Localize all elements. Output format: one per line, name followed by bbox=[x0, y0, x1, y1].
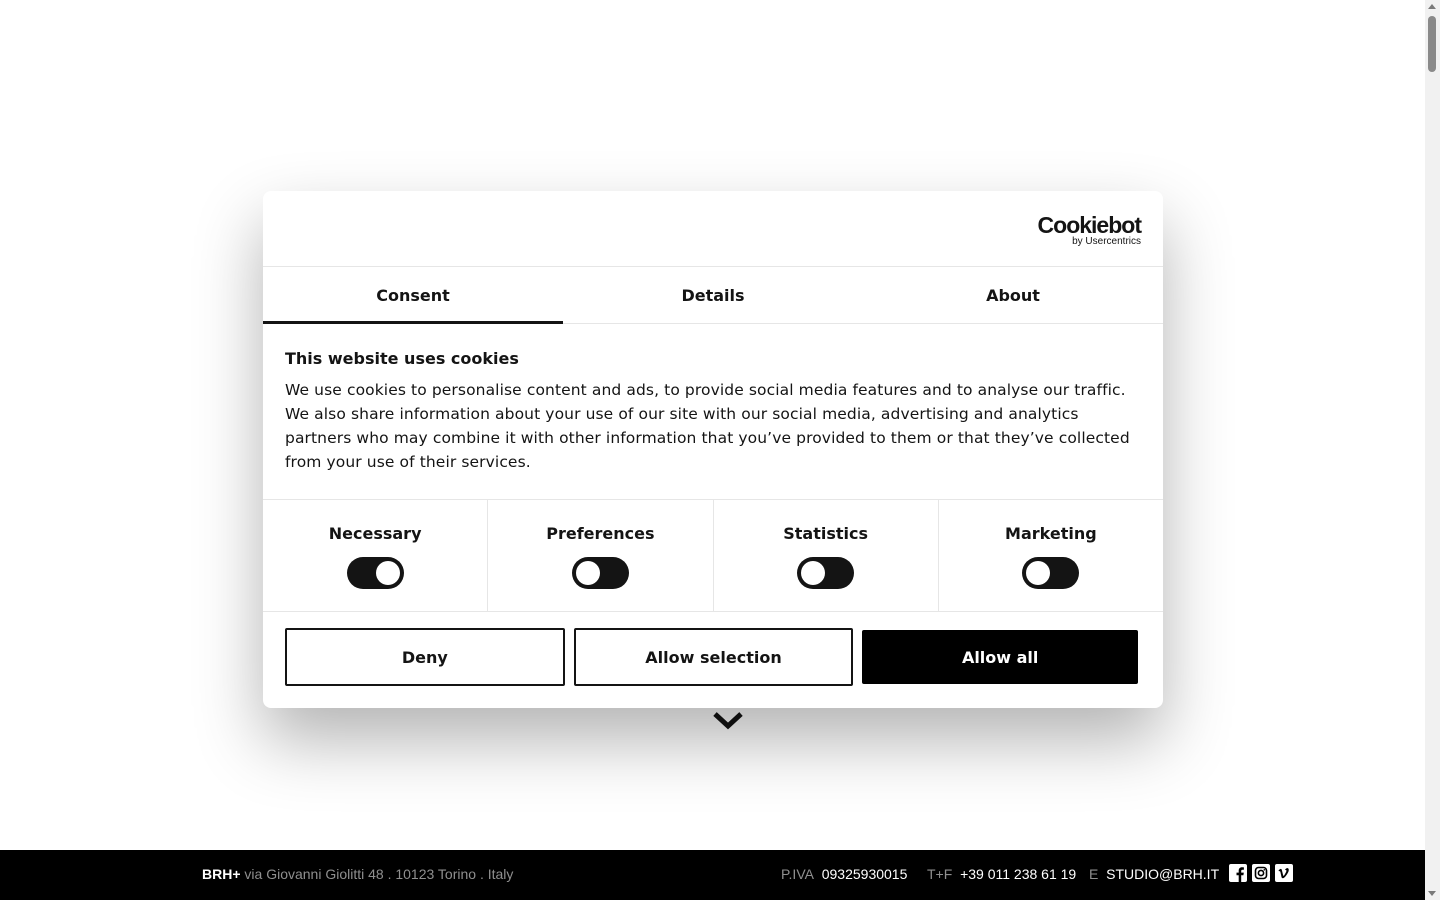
cookiebot-logo[interactable] bbox=[1038, 213, 1141, 248]
consent-actions bbox=[263, 612, 1163, 686]
instagram-icon[interactable] bbox=[1252, 864, 1270, 882]
toggle-statistics-switch[interactable] bbox=[797, 557, 854, 589]
tab-about[interactable]: About bbox=[986, 285, 1040, 305]
consent-toggles bbox=[263, 499, 1163, 612]
scrollbar-thumb[interactable] bbox=[1428, 16, 1436, 72]
cookiebot-logo-name: Cookiebot bbox=[1037, 212, 1141, 238]
consent-body bbox=[263, 324, 1163, 499]
footer-address-text: via Giovanni Giolitti 48 . 10123 Torino . Italy bbox=[240, 866, 514, 882]
toggle-marketing-switch[interactable] bbox=[1022, 557, 1079, 589]
allow-all-button[interactable]: Allow all bbox=[862, 630, 1138, 684]
footer-address bbox=[202, 866, 513, 882]
toggle-preferences-switch[interactable] bbox=[572, 557, 629, 589]
consent-text: We use cookies to personalise content and ads, to provide social media features and to analyse our traffic. We also share information about your use of our site with our social media, advertising and analytics partners who may combine it with other information that you’ve provided to them or that they’ve collected from your use of their services. bbox=[285, 381, 1130, 471]
footer-brand: BRH+ bbox=[202, 866, 241, 882]
scroll-down-chevron-icon[interactable] bbox=[712, 708, 744, 732]
footer-phone-value[interactable]: +39 011 238 61 19 bbox=[960, 866, 1077, 882]
toggle-knob bbox=[1026, 561, 1050, 585]
deny-button[interactable]: Deny bbox=[285, 628, 565, 686]
dialog-header bbox=[263, 191, 1163, 267]
footer-piva bbox=[781, 866, 907, 882]
scroll-down-arrow-icon[interactable] bbox=[1428, 891, 1436, 896]
toggle-marketing-group bbox=[939, 500, 1163, 611]
scroll-up-arrow-icon[interactable] bbox=[1428, 4, 1436, 9]
toggle-statistics-label: Statistics bbox=[783, 524, 868, 543]
tab-details[interactable]: Details bbox=[681, 285, 745, 305]
footer-email bbox=[1089, 866, 1219, 882]
consent-title: This website uses cookies bbox=[285, 349, 519, 368]
cookiebot-logo-sub: by Usercentrics bbox=[1072, 236, 1141, 247]
vimeo-icon[interactable] bbox=[1275, 864, 1293, 882]
toggle-preferences-label: Preferences bbox=[546, 524, 655, 543]
toggle-knob bbox=[376, 561, 400, 585]
toggle-preferences-group bbox=[488, 500, 713, 611]
toggle-necessary-switch[interactable] bbox=[347, 557, 404, 589]
footer-piva-label: P.IVA bbox=[781, 866, 814, 882]
allow-selection-button[interactable]: Allow selection bbox=[574, 628, 854, 686]
toggle-necessary-group bbox=[263, 500, 488, 611]
page-scrollbar[interactable] bbox=[1425, 0, 1440, 900]
toggle-marketing-label: Marketing bbox=[1005, 524, 1097, 543]
facebook-icon[interactable] bbox=[1229, 864, 1247, 882]
toggle-knob bbox=[576, 561, 600, 585]
footer-email-link[interactable]: STUDIO@BRH.IT bbox=[1106, 866, 1220, 882]
footer-phone bbox=[927, 866, 1076, 882]
toggle-statistics-group bbox=[714, 500, 939, 611]
footer-email-label: E bbox=[1089, 866, 1099, 882]
site-footer bbox=[0, 850, 1425, 900]
toggle-necessary-label: Necessary bbox=[328, 524, 422, 543]
toggle-knob bbox=[801, 561, 825, 585]
dialog-tabs bbox=[263, 267, 1163, 324]
tab-consent[interactable]: Consent bbox=[263, 267, 563, 323]
footer-phone-label: T+F bbox=[927, 866, 953, 882]
cookie-consent-dialog bbox=[263, 191, 1163, 708]
footer-piva-value: 09325930015 bbox=[821, 866, 908, 882]
